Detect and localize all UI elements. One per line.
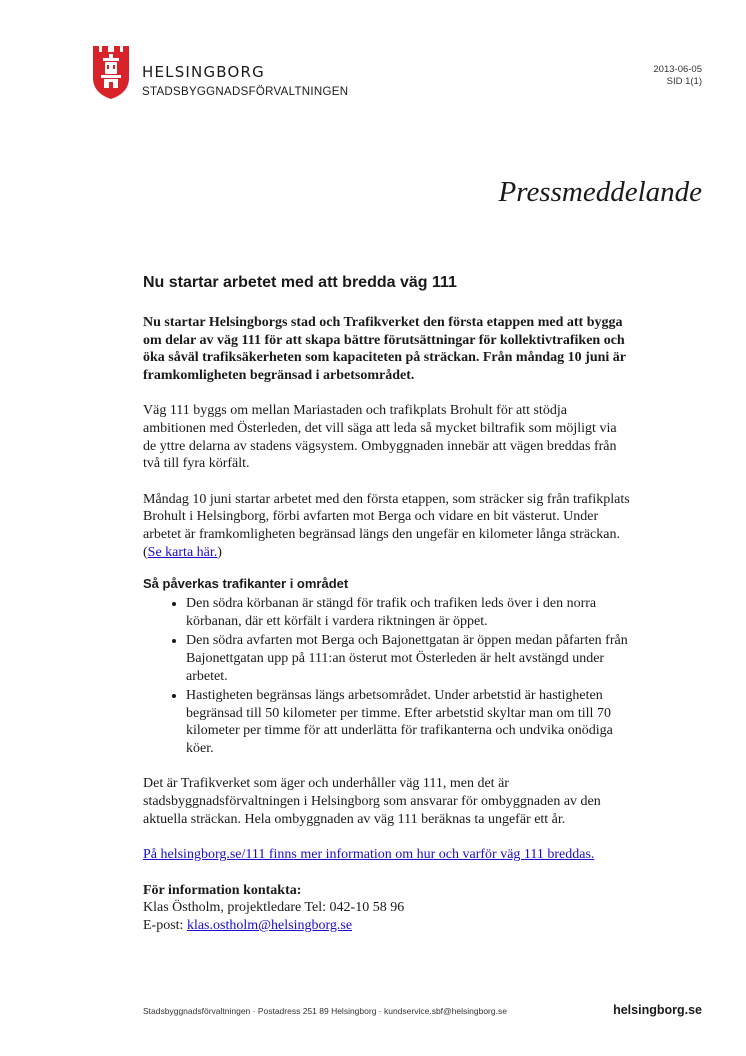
info-paragraph bbox=[143, 846, 633, 864]
headline: Nu startar arbetet med att bredda väg 111 bbox=[143, 274, 457, 291]
document-meta bbox=[653, 64, 702, 88]
paragraph-3: Det är Trafikverket som äger och underhåller väg 111, men det är stadsbyggnadsförvaltningen i Helsingborg som ansvarar för ombyggnaden av den aktuella sträckan. Hela ombyggnaden av väg 111 beräknas ta ungefär ett år. bbox=[143, 776, 601, 827]
department-name: STADSBYGGNADSFÖRVALTNINGEN bbox=[142, 86, 349, 98]
contact-block bbox=[143, 882, 633, 935]
paragraph-2 bbox=[143, 491, 633, 561]
helsingborg-coat-of-arms-icon bbox=[92, 44, 130, 100]
organization-name: HELSINGBORG bbox=[142, 63, 265, 81]
list-item: • Den södra körbanan är stängd för trafik och trafiken leds över i den norra körbanan, där ett körfält i vardera riktningen är öppet. bbox=[186, 595, 633, 630]
press-release-body bbox=[143, 274, 633, 935]
more-info-link[interactable]: På helsingborg.se/111 finns mer information om hur och varför väg 111 breddas. bbox=[143, 847, 595, 863]
document-date: 2013-06-05 bbox=[653, 64, 702, 75]
document-type: Pressmeddelande bbox=[498, 176, 702, 208]
contact-person: Klas Östholm, projektledare Tel: 042-10 58 96 bbox=[143, 900, 405, 916]
footer-website: helsingborg.se bbox=[613, 1003, 702, 1017]
lead-paragraph: Nu startar Helsingborgs stad och Trafikverket den första etappen med att bygga om delar av väg 111 för att skapa bättre förutsättningar för kollektivtrafiken och öka såväl trafiksäkerheten som kapaciteten på sträckan. Från måndag 10 juni är framkomligheten begränsad i arbetsområdet. bbox=[143, 315, 626, 383]
list-item: • Den södra avfarten mot Berga och Bajonettgatan är öppen medan påfarten från Bajonettgatan upp på 111:an österut mot Österleden är helt avstängd under arbetet. bbox=[186, 632, 633, 685]
page-number: SID 1(1) bbox=[666, 76, 702, 87]
email-link[interactable]: klas.ostholm@helsingborg.se bbox=[186, 918, 353, 934]
footer-address: Stadsbyggnadsförvaltningen · Postadress 251 89 Helsingborg · kundservice.sbf@helsingborg.se bbox=[143, 1006, 507, 1016]
contact-heading: För information kontakta: bbox=[143, 882, 302, 898]
section-subheading: Så påverkas trafikanter i området bbox=[143, 576, 349, 592]
contact-email-line bbox=[143, 917, 633, 935]
paragraph-2-after: ) bbox=[217, 544, 222, 560]
list-item: • Hastigheten begränsas längs arbetsområdet. Under arbetstid är hastigheten begränsad till 50 kilometer per timme. Efter arbetstid skyltar man om till 70 kilometer per timme för att underlätta för trafikanterna och undvika onödiga köer. bbox=[186, 687, 633, 757]
paragraph-2-text: Måndag 10 juni startar arbetet med den första etappen, som sträcker sig från trafikplats Brohult i Helsingborg, förbi avfarten mot Berga och vidare en bit västerut. Under arbetet är framkomligheten begränsad längs den ungefär en kilometer långa sträckan. ( bbox=[143, 491, 630, 560]
map-link[interactable]: Se karta här. bbox=[147, 544, 218, 560]
paragraph-1: Väg 111 byggs om mellan Mariastaden och trafikplats Brohult för att stödja ambitionen med Österleden, det vill säga att leda så mycket biltrafik som möjligt via de yttre delarna av stadens vägsystem. Ombyggnaden innebär att vägen breddas från två till fyra körfält. bbox=[143, 403, 617, 472]
email-label: E-post: bbox=[143, 918, 187, 934]
impact-list bbox=[143, 595, 633, 757]
